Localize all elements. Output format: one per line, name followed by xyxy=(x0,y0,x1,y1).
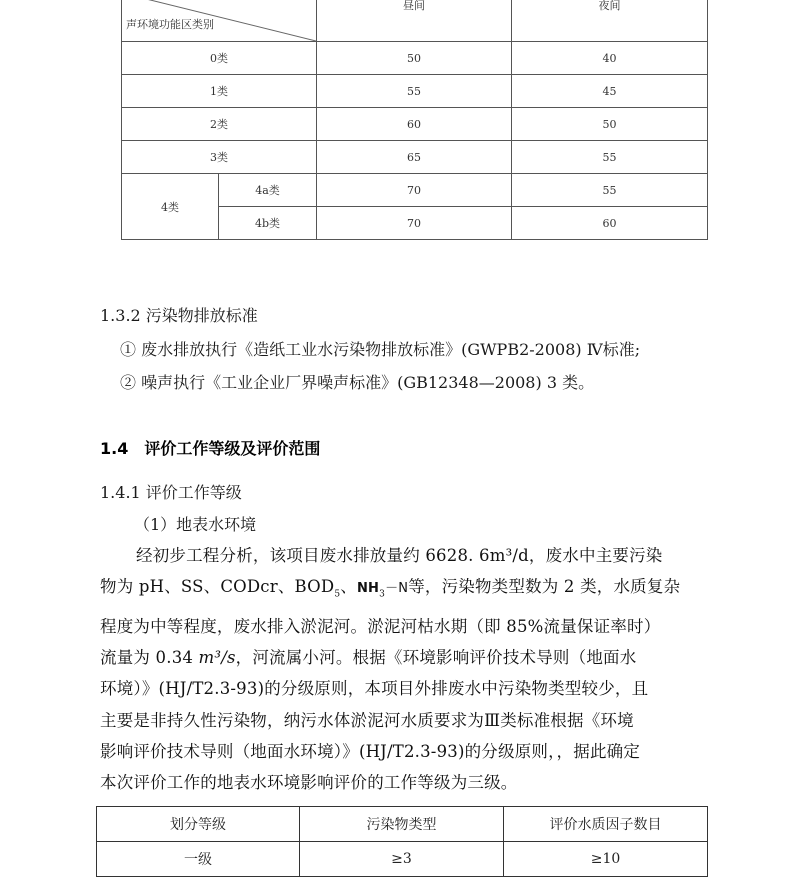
night-value: 55 xyxy=(512,141,708,174)
paragraph-line: 经初步工程分析，该项目废水排放量约 6628. 6m³/d，废水中主要污染 xyxy=(136,546,663,565)
grade-table xyxy=(96,806,708,877)
class-cell: 0类 xyxy=(122,42,317,75)
pollutant-type-cell: ≥3 xyxy=(300,842,504,877)
table-row xyxy=(122,108,708,141)
corner-header-cell xyxy=(122,0,317,42)
class-cell: 2类 xyxy=(122,108,317,141)
section-141-title: 1.4.1 评价工作等级 xyxy=(100,483,242,502)
night-value: 50 xyxy=(512,108,708,141)
col-header-pollutant-type: 污染物类型 xyxy=(300,807,504,842)
table-row xyxy=(97,842,708,877)
table-row xyxy=(122,42,708,75)
noise-standard-table xyxy=(121,0,708,240)
paragraph-line: 流量为 0.34 m³/s，河流属小河。根据《环境影响评价技术导则（地面水 xyxy=(100,648,637,668)
class-cell: 3类 xyxy=(122,141,317,174)
subclass-cell: 4a类 xyxy=(219,174,317,207)
standard-item-2: ② 噪声执行《工业企业厂界噪声标准》(GB12348—2008) 3 类。 xyxy=(120,373,595,392)
col-header-grade: 划分等级 xyxy=(97,807,300,842)
paragraph-line: 环境）》(HJ/T2.3-93)的分级原则，本项目外排废水中污染物类型较少，且 xyxy=(100,679,649,699)
factor-count-cell: ≥10 xyxy=(504,842,708,877)
table-row xyxy=(122,174,708,207)
night-value: 45 xyxy=(512,75,708,108)
table-row xyxy=(122,141,708,174)
night-value: 60 xyxy=(512,207,708,240)
paragraph-line: 本次评价工作的地表水环境影响评价的工作等级为三级。 xyxy=(100,773,518,793)
analysis-paragraph xyxy=(100,540,708,799)
subclass-cell: 4b类 xyxy=(219,207,317,240)
day-value: 50 xyxy=(317,42,512,75)
col-header-factor-count: 评价水质因子数目 xyxy=(504,807,708,842)
night-value: 40 xyxy=(512,42,708,75)
day-value: 60 xyxy=(317,108,512,141)
table-row xyxy=(122,75,708,108)
day-value: 70 xyxy=(317,207,512,240)
paragraph-line: 物为 pH、SS、CODcr、$BOD_5$、$NH_3-N$等，污染物类型数为 2 类，水质复杂 xyxy=(100,577,681,600)
section-132-title: 1.3.2 污染物排放标准 xyxy=(100,306,258,325)
paragraph-line: 程度为中等程度，废水排入淤泥河。淤泥河枯水期（即 85%流量保证率时） xyxy=(100,616,661,636)
class-cell: 1类 xyxy=(122,75,317,108)
corner-label: 声环境功能区类别 xyxy=(126,18,214,31)
night-value: 55 xyxy=(512,174,708,207)
class4-cell: 4类 xyxy=(122,174,219,240)
grade-cell: 一级 xyxy=(97,842,300,877)
paragraph-line: 主要是非持久性污染物，纳污水体淤泥河水质要求为Ⅲ类标准根据《环境 xyxy=(100,710,634,730)
standard-item-1: ① 废水排放执行《造纸工业水污染物排放标准》(GWPB2-2008) Ⅳ标准; xyxy=(120,340,641,359)
day-value: 70 xyxy=(317,174,512,207)
col-header-night: 夜间 xyxy=(512,0,708,42)
col-header-day: 昼间 xyxy=(317,0,512,42)
day-value: 55 xyxy=(317,75,512,108)
paragraph-line: 影响评价技术导则（地面水环境）》(HJ/T2.3-93)的分级原则，，据此确定 xyxy=(100,742,641,762)
surface-water-label: （1）地表水环境 xyxy=(134,515,257,534)
table-header-row xyxy=(97,807,708,842)
section-14-heading: 1.4 评价工作等级及评价范围 xyxy=(100,439,321,458)
table-header-row xyxy=(122,0,708,42)
day-value: 65 xyxy=(317,141,512,174)
